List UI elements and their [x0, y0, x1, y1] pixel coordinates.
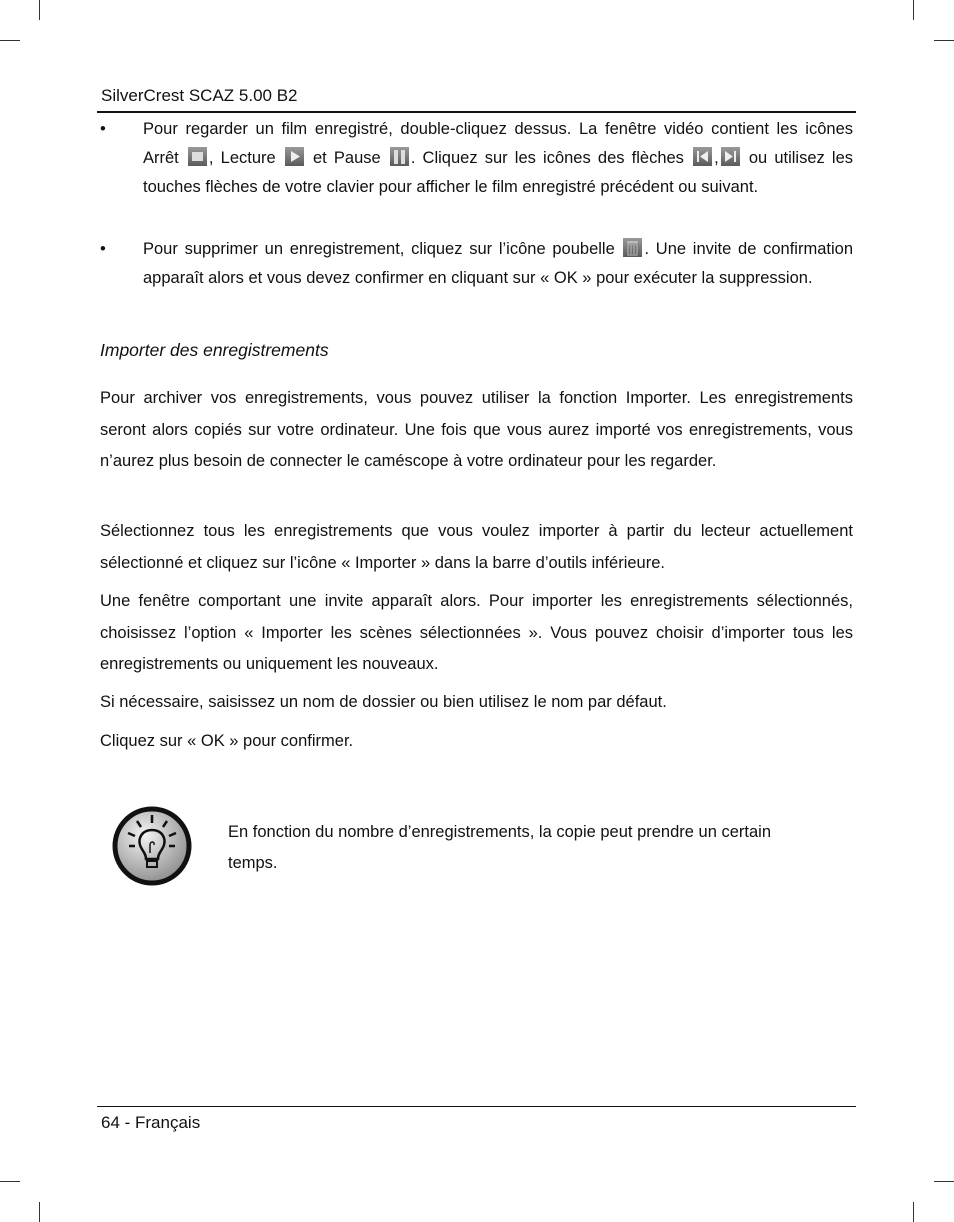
- bullet-dot: •: [100, 240, 106, 258]
- text: Pour regarder un film enregistré, double-cliquez dessus. La fenêtre vidéo contient les icônes Arrêt: [143, 120, 853, 167]
- text: . Une invite de confirmation apparaît alors et vous devez confirmer en cliquant sur « OK » pour exécuter la suppression.: [143, 240, 853, 287]
- bullet-item: [100, 235, 853, 293]
- pause-icon: [390, 147, 409, 166]
- page-number: 64 - Français: [101, 1113, 201, 1132]
- paragraph: Pour archiver vos enregistrements, vous pouvez utiliser la fonction Importer. Les enregistrements seront alors copiés sur votre ordinateur. Une fois que vous aurez importé vos enregistrements, vous n’aurez plus besoin de connecter le caméscope à votre ordinateur pour les regarder.: [100, 389, 853, 470]
- crop-mark: [934, 1181, 954, 1182]
- text: , Lecture: [208, 149, 283, 167]
- crop-mark: [0, 1181, 20, 1182]
- stop-icon: [188, 147, 207, 166]
- text: et Pause: [305, 149, 388, 167]
- crop-mark: [934, 40, 954, 41]
- next-icon: [721, 147, 740, 166]
- trash-icon: [623, 238, 642, 257]
- section-heading: Importer des enregistrements: [100, 340, 329, 360]
- text: ,: [714, 149, 719, 167]
- crop-mark: [0, 40, 20, 41]
- paragraph: Sélectionnez tous les enregistrements que vous voulez importer à partir du lecteur actuellement sélectionné et cliquez sur l’icône « Importer » dans la barre d’outils inférieure.: [100, 522, 853, 572]
- text: Pour supprimer un enregistrement, cliquez sur l’icône poubelle: [143, 240, 622, 258]
- bullet-item: [100, 115, 853, 202]
- paragraph: Si nécessaire, saisissez un nom de dossier ou bien utilisez le nom par défaut.: [100, 693, 667, 711]
- text: . Cliquez sur les icônes des flèches: [410, 149, 692, 167]
- crop-mark: [913, 1202, 914, 1222]
- text: ou utilisez les touches flèches de votre clavier pour afficher le film enregistré précédent ou suivant.: [143, 149, 853, 196]
- lightbulb-icon: [110, 803, 194, 887]
- crop-mark: [913, 0, 914, 20]
- previous-icon: [693, 147, 712, 166]
- play-icon: [285, 147, 304, 166]
- paragraph: Une fenêtre comportant une invite apparaît alors. Pour importer les enregistrements sélectionnés, choisissez l’option « Importer les scènes sélectionnées ». Vous pouvez choisir d’importer tous les enregistrements ou uniquement les nouveaux.: [100, 592, 853, 673]
- bullet-dot: •: [100, 120, 106, 138]
- page-header: SilverCrest SCAZ 5.00 B2: [101, 86, 298, 105]
- header-rule: [97, 111, 856, 113]
- crop-mark: [39, 1202, 40, 1222]
- footer-rule: [97, 1106, 856, 1107]
- paragraph: Cliquez sur « OK » pour confirmer.: [100, 732, 354, 750]
- note-text: En fonction du nombre d’enregistrements, la copie peut prendre un certain temps.: [228, 823, 771, 872]
- crop-mark: [39, 0, 40, 20]
